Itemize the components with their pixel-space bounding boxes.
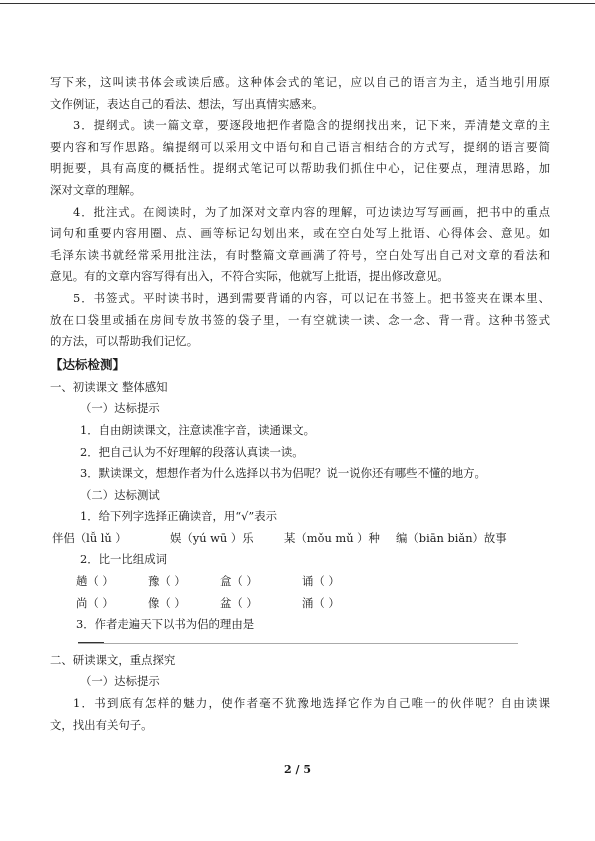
paragraph-line: 3．提纲式。读一篇文章，要逐段地把作者隐含的提纲找出来，记下来，弄清楚文章的主 bbox=[73, 118, 550, 133]
compare-cell: 趟（ ） bbox=[76, 574, 114, 589]
header-rule bbox=[0, 3, 595, 4]
section-heading: 【达标检测】 bbox=[50, 356, 126, 372]
page-content bbox=[50, 72, 550, 736]
compare-row bbox=[50, 571, 550, 593]
question: 1．书到底有怎样的魅力，使作者毫不犹豫地选择它作为自己唯一的伙伴呢？自由读课 bbox=[73, 696, 550, 711]
paragraph-line: 文作例证，表达自己的看法、想法，写出真情实感来。 bbox=[50, 96, 324, 111]
page-number: 2 / 5 bbox=[284, 763, 311, 776]
paragraph-line: 毛泽东读书就经常采用批注法，有时整篇文章画满了符号，空白处写出自己对文章的看法和 bbox=[50, 247, 550, 262]
compare-cell: 涌（ ） bbox=[302, 595, 340, 610]
paragraph-line: 明扼要，具有高度的概括性。提纲式笔记可以帮助我们抓住中心，记住要点，理清思路，加 bbox=[50, 161, 550, 176]
paragraph-line: 意见。有的文章内容写得有出入，不符合实际，他就写上批语，提出修改意见。 bbox=[50, 269, 449, 284]
question: 3．作者走遍天下以书为侣的理由是 bbox=[76, 617, 255, 632]
pinyin-row bbox=[50, 528, 550, 550]
paragraph-line: 深对文章的理解。 bbox=[50, 182, 142, 197]
paragraph-line: 要内容和写作思路。编提纲可以采用文中语句和自己语言相结合的方式写，提纲的语言要简 bbox=[50, 139, 550, 154]
paragraph-line: 4．批注式。在阅读时，为了加深对文章内容的理解，可边读边写写画画，把书中的重点 bbox=[73, 204, 550, 219]
question: 文，找出有关句子。 bbox=[50, 717, 153, 732]
tip-item: 3．默读课文，想想作者为什么选择以书为侣呢？说一说你还有哪些不懂的地方。 bbox=[80, 466, 486, 481]
part-title: 二、研读课文，重点探究 bbox=[50, 652, 176, 667]
compare-cell: 像（ ） bbox=[148, 595, 186, 610]
part-title: 一、初读课文 整体感知 bbox=[50, 379, 168, 394]
paragraph-line: 写下来，这叫读书体会或读后感。这种体会式的笔记，应以自己的语言为主，适当地引用原 bbox=[50, 75, 550, 89]
tip-item: 1．自由朗读课文，注意读准字音，读通课文。 bbox=[80, 422, 316, 437]
compare-row bbox=[50, 593, 550, 615]
compare-cell: 尚（ ） bbox=[76, 595, 114, 610]
compare-cell: 豫（ ） bbox=[148, 574, 186, 589]
tip-item: 2．把自己认为不好理解的段落认真读一读。 bbox=[80, 444, 304, 459]
answer-line-rule bbox=[78, 643, 518, 644]
paragraph-line: 5．书签式。平时读书时，遇到需要背诵的内容，可以记在书签上。把书签夹在课本里、 bbox=[73, 290, 550, 305]
pinyin-item: 娱（yú wū ）乐 bbox=[170, 530, 254, 545]
question: 1．给下列字选择正确读音，用“√”表示 bbox=[80, 509, 278, 524]
sub-heading: （二）达标测试 bbox=[80, 487, 160, 502]
sub-heading: （一）达标提示 bbox=[80, 401, 160, 416]
pinyin-item: 伴侣（lǚ lǔ ） bbox=[52, 530, 127, 545]
paragraph-line: 放在口袋里或插在房间专放书签的袋子里，一有空就读一读、念一念、背一背。这种书签式 bbox=[50, 312, 550, 327]
pinyin-item: 编（biān biǎn）故事 bbox=[396, 530, 507, 545]
answer-line bbox=[50, 636, 550, 646]
compare-cell: 诵（ ） bbox=[302, 574, 340, 589]
question: 2．比一比组成词 bbox=[80, 552, 167, 567]
paragraph-line: 的方法，可以帮助我们记忆。 bbox=[50, 334, 199, 349]
compare-cell: 盆（ ） bbox=[220, 595, 258, 610]
compare-cell: 盒（ ） bbox=[220, 574, 258, 589]
paragraph-line: 词句和重要内容用圈、点、画等标记勾划出来，或在空白处写上批语、心得体会、意见。如 bbox=[50, 226, 550, 241]
pinyin-item: 某（mǒu mǔ ）种 bbox=[284, 530, 380, 545]
sub-heading: （一）达标提示 bbox=[80, 674, 160, 689]
